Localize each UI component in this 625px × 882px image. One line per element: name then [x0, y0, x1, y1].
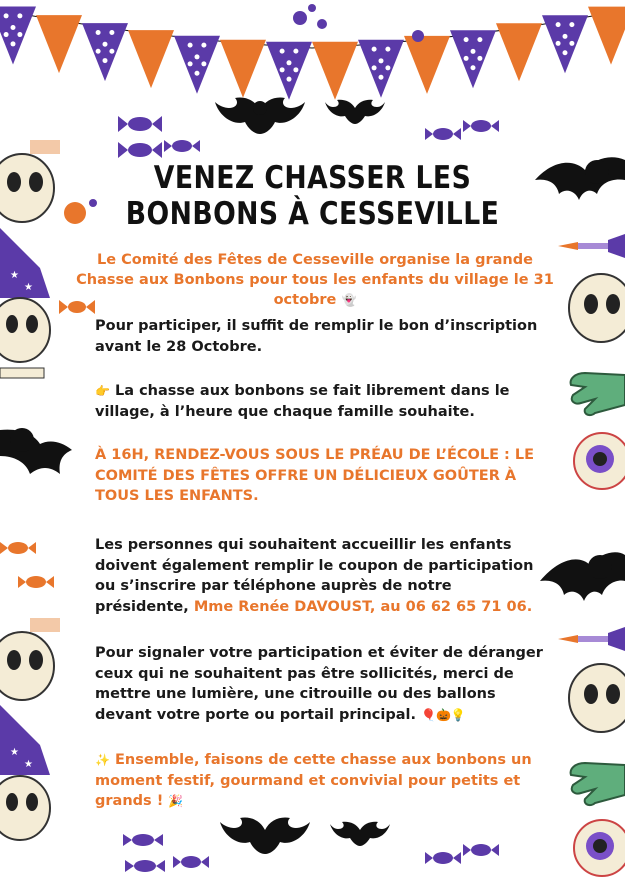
zombie-hand-decoration	[565, 755, 625, 815]
bat-icon	[0, 410, 80, 480]
zombie-hand-decoration	[565, 365, 625, 425]
paragraph-hunt-info	[95, 381, 545, 422]
signal-text: Pour signaler votre participation et éviter de déranger ceux qui ne souhaitent pas être sollicités, merci de mettre une lumière, une citrouille ou des ballons devant votre porte ou portail principal.	[95, 645, 543, 723]
hunt-info-text: La chasse aux bonbons se fait librement dans le village, à l’heure que chaque famille souhaite.	[95, 383, 510, 420]
bunting-flag	[82, 23, 128, 81]
svg-text:★: ★	[24, 759, 33, 770]
pointing-hand-emoji: 👉	[95, 384, 110, 398]
sparkles-emoji: ✨	[95, 753, 110, 767]
skull-icon	[0, 770, 55, 850]
bat-icon	[220, 812, 310, 857]
bat-icon	[540, 545, 625, 615]
bunting-flags-decoration	[0, 0, 625, 110]
bunting-flag	[404, 36, 450, 94]
title-line-1: VENEZ CHASSER LES	[153, 160, 472, 196]
eyeball-icon	[570, 812, 625, 882]
skull-icon	[565, 658, 625, 738]
bunting-flag	[450, 30, 496, 88]
svg-text:★: ★	[10, 270, 19, 281]
witch-hat-decoration	[0, 228, 50, 298]
orange-candy-icon	[0, 530, 70, 600]
svg-text:★: ★	[24, 282, 33, 293]
bunting-flag	[542, 15, 588, 73]
witch-hat-decoration	[0, 705, 50, 775]
bat-icon	[325, 96, 385, 126]
bunting-flag	[128, 30, 174, 88]
hosts-text: Les personnes qui souhaitent accueillir les enfants doivent également remplir le coupon de participation ou s’inscrire par téléphone auprès de notre présidente,	[95, 537, 534, 615]
paragraph-registration: Pour participer, il suffit de remplir le bon d’inscription avant le 28 Octobre.	[95, 318, 538, 355]
balloon-pumpkin-bulb-emoji: 🎈🎃💡	[421, 707, 466, 722]
candy-icon	[425, 838, 505, 882]
skull-icon	[565, 268, 625, 348]
bat-icon	[215, 92, 305, 137]
arrow-decoration	[558, 625, 625, 655]
page-title	[44, 160, 582, 232]
bunting-flag	[496, 23, 542, 81]
eyeball-icon	[570, 425, 625, 500]
bunting-flag	[358, 40, 404, 98]
skull-icon	[0, 292, 55, 392]
svg-text:★: ★	[10, 747, 19, 758]
ghost-emoji: 👻	[341, 293, 357, 307]
closing-text: Ensemble, faisons de cette chasse aux bonbons un moment festif, gourmand et convivial pour petits et grands !	[95, 752, 532, 809]
bunting-flag	[588, 7, 625, 65]
candy-icon	[110, 110, 205, 165]
bunting-flag	[312, 42, 358, 100]
party-popper-emoji: 🎉	[168, 794, 184, 808]
paragraph-hosts	[95, 535, 545, 617]
bunting-flag	[220, 40, 266, 98]
candy-icon	[115, 828, 215, 878]
intro-sentence: Le Comité des Fêtes de Cesseville organise la grande Chasse aux Bonbons pour tous les enfants du village le 31 octobre	[76, 252, 554, 308]
paragraph-snack-announcement: À 16H, RENDEZ-VOUS SOUS LE PRÉAU DE L’ÉCOLE : LE COMITÉ DES FÊTES OFFRE UN DÉLICIEUX GOÛTER À TOUS LES ENFANTS.	[95, 447, 535, 504]
paragraph-signal	[95, 643, 545, 725]
paragraph-closing	[95, 750, 545, 812]
skull-icon	[0, 618, 60, 708]
arrow-decoration	[558, 232, 625, 262]
president-contact: Mme Renée DAVOUST, au 06 62 65 71 06.	[193, 598, 533, 615]
bat-icon	[330, 818, 390, 848]
bunting-flag	[36, 15, 82, 73]
intro-text	[70, 250, 560, 310]
bunting-flag	[174, 36, 220, 94]
candy-icon	[425, 112, 505, 162]
title-line-2: BONBONS À CESSEVILLE	[125, 196, 500, 232]
